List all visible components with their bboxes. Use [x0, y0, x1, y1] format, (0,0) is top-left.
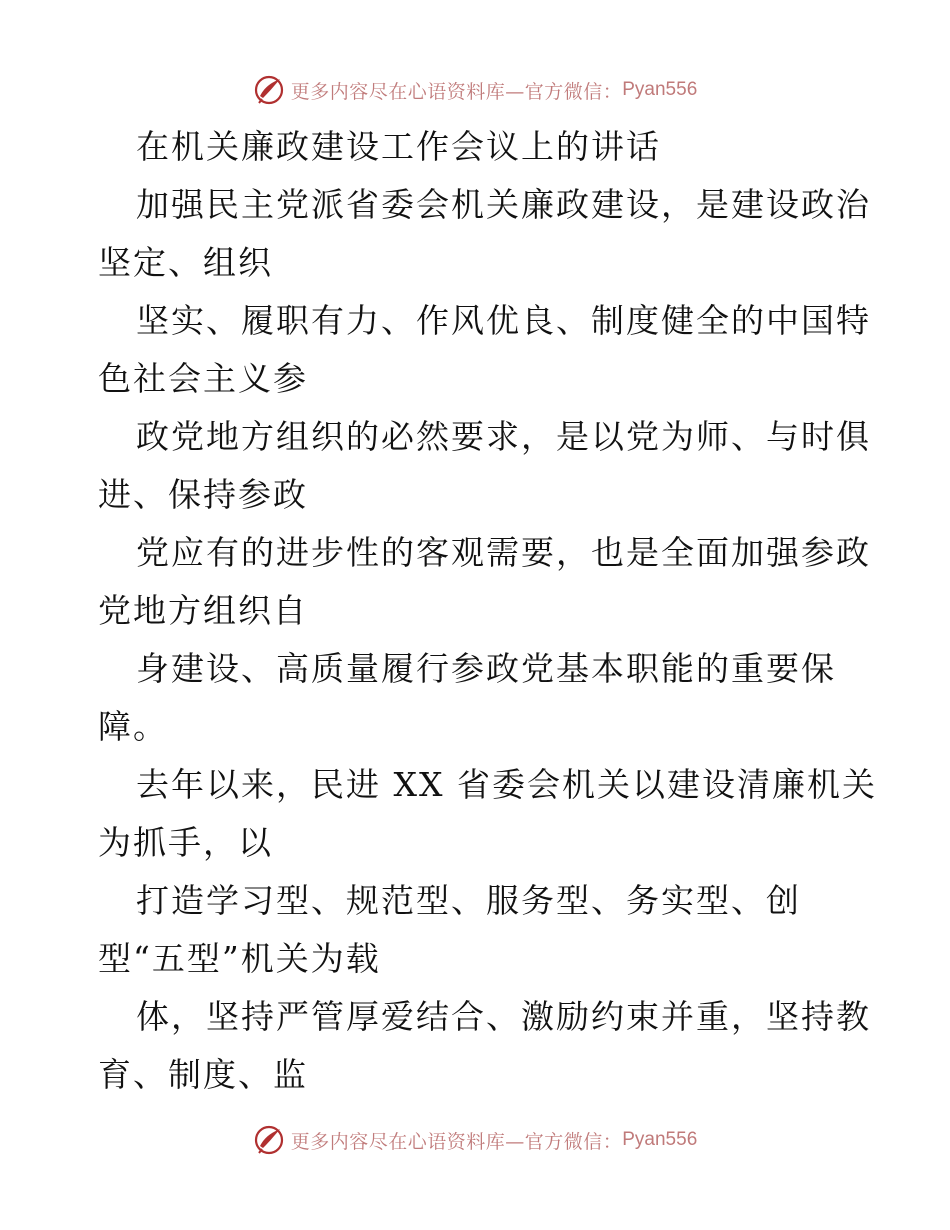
doc-line: 色社会主义参 — [98, 359, 308, 398]
quill-logo-icon — [253, 1124, 285, 1156]
doc-line: 型“五型”机关为载 — [98, 939, 381, 978]
header-watermark — [0, 70, 950, 110]
doc-line: 坚实、履职有力、作风优良、制度健全的中国特 — [136, 301, 871, 340]
document-body — [98, 118, 877, 1104]
doc-line: 进、保持参政 — [98, 475, 308, 514]
footer-watermark — [0, 1120, 950, 1160]
doc-line: 党地方组织自 — [98, 591, 308, 630]
doc-line: 坚定、组织 — [98, 243, 273, 282]
watermark-text: 更多内容尽在心语资料库—官方微信： — [290, 80, 623, 103]
watermark-id: Pyan556 — [622, 1129, 698, 1150]
doc-line: 在机关廉政建设工作会议上的讲话 — [136, 127, 661, 166]
doc-line: 加强民主党派省委会机关廉政建设，是建设政治 — [136, 185, 871, 224]
doc-line: 政党地方组织的必然要求，是以党为师、与时俱 — [136, 417, 871, 456]
doc-line: 身建设、高质量履行参政党基本职能的重要保 — [136, 649, 836, 688]
doc-line: 体，坚持严管厚爱结合、激励约束并重，坚持教 — [136, 997, 871, 1036]
doc-line: 打造学习型、规范型、服务型、务实型、创 — [136, 881, 801, 920]
doc-line: 去年以来，民进 XX 省委会机关以建设清廉机关 — [136, 765, 877, 804]
doc-line: 为抓手，以 — [98, 823, 273, 862]
doc-line: 育、制度、监 — [98, 1055, 308, 1094]
doc-line: 障。 — [98, 707, 168, 746]
doc-line: 党应有的进步性的客观需要，也是全面加强参政 — [136, 533, 871, 572]
watermark-text: 更多内容尽在心语资料库—官方微信： — [290, 1130, 623, 1153]
quill-logo-icon — [253, 74, 285, 106]
watermark-id: Pyan556 — [622, 79, 698, 100]
